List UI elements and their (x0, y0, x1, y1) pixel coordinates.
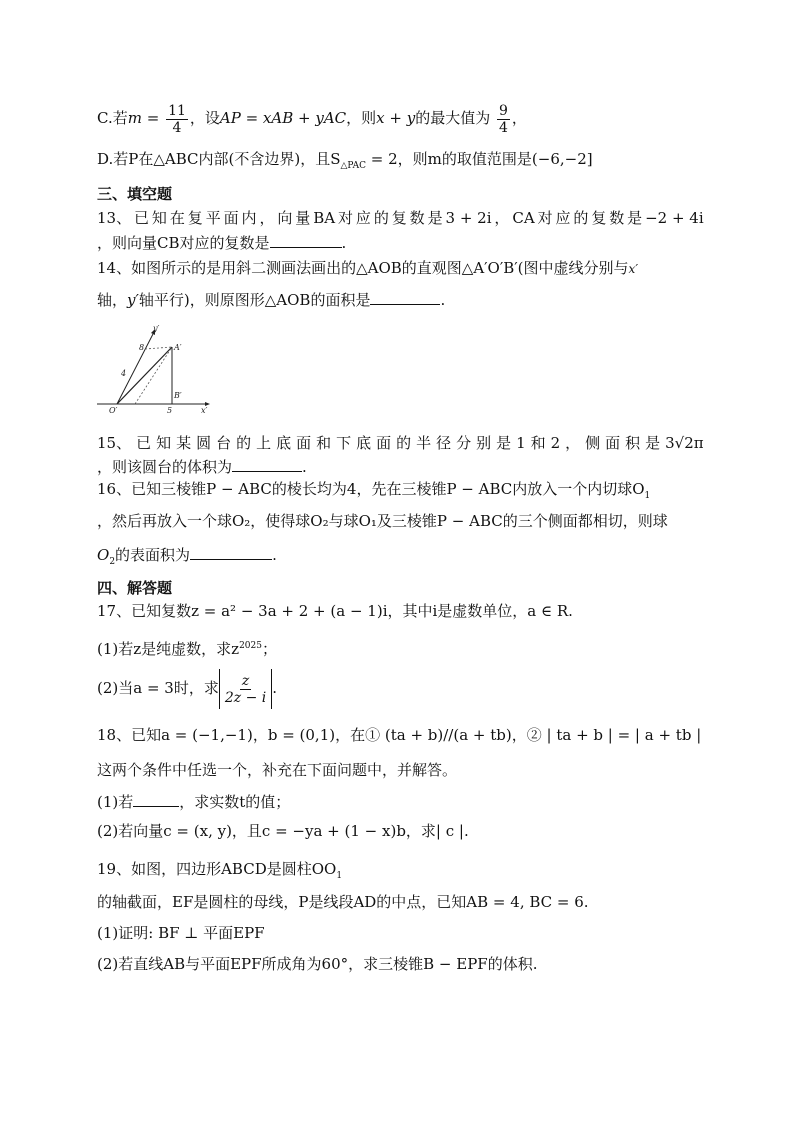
text-token: ， (494, 209, 510, 227)
text-token: 上 (256, 434, 272, 452)
text-token: 向 (277, 209, 293, 227)
q18-condition-blank (133, 792, 179, 807)
text-token: 的 (236, 434, 252, 452)
label-x: x′ (201, 406, 208, 415)
text-token: 对 (537, 209, 553, 227)
text-token: 是 (627, 209, 643, 227)
text-token: 知 (151, 209, 167, 227)
text-token: 侧 (585, 434, 601, 452)
text-token: 底 (276, 434, 292, 452)
text-token: 台 (216, 434, 232, 452)
text-token: 半 (416, 434, 432, 452)
text-token: 的 (396, 434, 412, 452)
text-token: ， (259, 209, 275, 227)
q17-line-1: 17、已知复数z = a² − 3a + 2 + (a − 1)i，其中i是虚数单位，a ∈ R. (97, 602, 573, 620)
label-b: B′ (174, 391, 182, 400)
text-token: 的 (573, 209, 589, 227)
text-token: 和 (316, 434, 332, 452)
q18-part-2: (2)若向量c = (x, y)，且c = −ya + (1 − x)b，求| c |. (97, 822, 469, 840)
abs-value-expression: $\frac{z}{2z - i}$ (219, 669, 272, 709)
text-token: 是 (496, 434, 512, 452)
q18-part-1: (1)若 ，求实数t的值； (97, 793, 291, 811)
fraction-9-4: $\frac{9}{4}$ (499, 102, 508, 136)
dashed-parallel-y (135, 347, 172, 404)
text-token: 积 (625, 434, 641, 452)
fraction-11-4: $\frac{11}{4}$ (168, 102, 186, 136)
q16-answer-blank (190, 545, 272, 560)
q18-line-1: 18、已知a = (−1,−1)，b = (0,1)，在① (ta + b)//(a + tb)，② | ta + b | = | a + tb | (97, 726, 702, 744)
q16-line-1: 16、已知三棱锥P − ABC的棱长均为4，先在三棱锥P − ABC内放入一个内切球$O_1$ (97, 480, 651, 501)
text-token: 13、 (97, 209, 132, 227)
text-token: 的 (373, 209, 389, 227)
q14-line-2: 轴，y′轴平行)，则原图形△AOB的面积是 . (97, 291, 446, 309)
text-token: 应 (355, 209, 371, 227)
text-token: 别 (476, 434, 492, 452)
label-a: A′ (174, 343, 182, 352)
label-y: y′ (153, 324, 160, 333)
q16-line-3: $O_2$的表面积为 . (97, 546, 277, 567)
text-token: CA (512, 209, 535, 227)
oblique-projection-figure (95, 322, 215, 416)
text-token: 面 (296, 434, 312, 452)
text-token: 应 (555, 209, 571, 227)
text-token: 2 (550, 434, 561, 452)
dashed-parallel-x (145, 347, 172, 349)
label-o: O′ (109, 406, 118, 415)
text-token: −2 + 4i (645, 209, 704, 227)
q15-line-2: ，则该圆台的体积为 . (97, 458, 307, 476)
label-8: 8 (139, 343, 145, 352)
q18-line-2: 这两个条件中任选一个，补充在下面问题中，并解答。 (97, 761, 458, 779)
text-token: 径 (436, 434, 452, 452)
q19-line-1: 19、如图，四边形ABCD是圆柱$OO_1$ (97, 860, 343, 881)
text-token: 某 (176, 434, 192, 452)
q13-line-2: ，则向量CB对应的复数是 . (97, 234, 347, 252)
text-token: 内 (241, 209, 257, 227)
q17-part-1: (1)若z是纯虚数，求$z^{2025}$； (97, 640, 277, 658)
q13-answer-blank (270, 233, 342, 248)
section-4-heading: 四、解答题 (97, 579, 173, 597)
text-token: 分 (456, 434, 472, 452)
text-token: 已 (136, 434, 152, 452)
text-token: 已 (134, 209, 150, 227)
q12-option-c: C.若m = $\frac{11}{4}$ ，设AP = xAB + yAC，则x + y的最大值为 $\frac{9}{4}$ ， (97, 102, 527, 136)
text-token: 对 (337, 209, 353, 227)
q14-line-1: 14、如图所示的是用斜二测画法画出的△AOB的直观图△A′O′B′(图中虚线分别与x′ (97, 259, 639, 277)
label-4: 4 (121, 369, 127, 378)
text-token: 知 (156, 434, 172, 452)
text-token: BA (313, 209, 336, 227)
text-token: 数 (609, 209, 625, 227)
q19-part-2: (2)若直线AB与平面EPF所成角为60°，求三棱锥B − EPF的体积. (97, 955, 538, 973)
q16-line-2: ，然后再放入一个球O₂，使得球O₂与球O₁及三棱锥P − ABC的三个侧面都相切，则球 (97, 512, 668, 530)
text-token: 量 (295, 209, 311, 227)
text-token: 在 (169, 209, 185, 227)
text-token: 圆 (196, 434, 212, 452)
text-token: 平 (205, 209, 221, 227)
text-token: 面 (223, 209, 239, 227)
text-token: 15、 (97, 434, 132, 452)
text-token: ， (565, 434, 581, 452)
section-3-heading: 三、填空题 (97, 185, 173, 203)
text-token: 复 (391, 209, 407, 227)
text-token: 面 (376, 434, 392, 452)
text-token: 底 (356, 434, 372, 452)
text-token: 下 (336, 434, 352, 452)
text-token: 是 (427, 209, 443, 227)
q12-option-d: D.若P在△ABC内部(不含边界)，且$S_{\triangle PAC} = 2$，则m的取值范围是(−6,−2] (97, 150, 593, 171)
text-token: 面 (605, 434, 621, 452)
label-5: 5 (167, 406, 173, 415)
text-token: 数 (409, 209, 425, 227)
text-token: 3 + 2i (445, 209, 492, 227)
q19-line-2: 的轴截面，EF是圆柱的母线，P是线段AD的中点，已知AB = 4, BC = 6. (97, 893, 589, 911)
text-token: 和 (530, 434, 546, 452)
q15-line-1 (97, 432, 704, 454)
q19-part-1: (1)证明: BF ⊥ 平面EPF (97, 924, 265, 942)
text-token: 复 (187, 209, 203, 227)
text-token: 复 (591, 209, 607, 227)
q14-answer-blank (370, 290, 440, 305)
q13-line-1 (97, 207, 704, 229)
text-token: 是 (645, 434, 661, 452)
figure-svg (95, 322, 215, 416)
text-token: 3√2π (665, 434, 704, 452)
text-token: 1 (516, 434, 526, 452)
q17-part-2: (2)当a = 3时，求 $\frac{z}{2z - i}$ . (97, 666, 704, 710)
q15-answer-blank (232, 457, 302, 472)
